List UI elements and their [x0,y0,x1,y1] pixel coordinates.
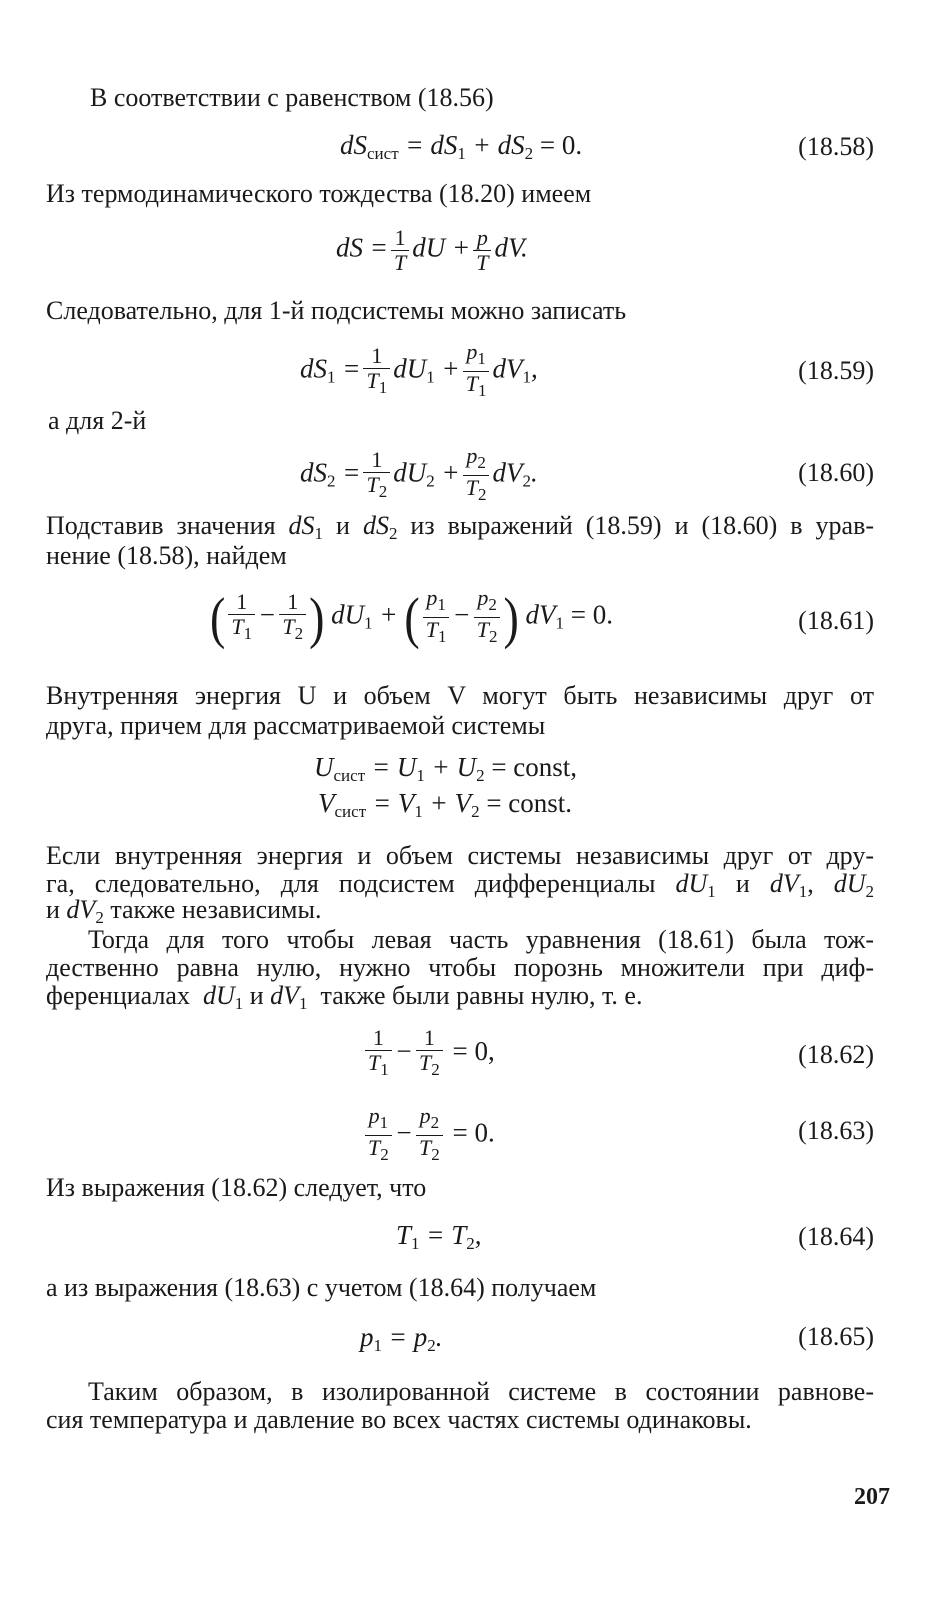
equation-number: (18.61) [798,606,874,635]
text-line: В соответствии с равенством (18.56) [90,83,494,112]
equation-v-sist: $V_{сист} = V_1 + V_2$ = const. [318,788,573,821]
equation-u-sist: $U_{сист} = U_1 + U_2$ = const, [314,752,578,785]
subscript-sist: сист [367,144,399,163]
text-line: Если внутренняя энергия и объем системы независимы друг от дру- [46,841,874,870]
equation-18-58: $dS_{сист} = dS_1 + dS_2 = 0$. [340,130,583,163]
text-line: Внутренняя энергия U и объем V могут быть независимы друг от [46,681,874,710]
text-line: дественно равна нулю, нужно чтобы порознь множители при диф- [46,953,874,982]
text-line: ференциалах $dU_1$ и $dV_1$ также были равны нулю, т. е. [46,981,643,1013]
equation-18-59: $dS_1$ = $\frac{1}{T_1}$ $dU_1$ + $\frac{p_1}{T_1}$ $dV_1$, [300,339,538,400]
text-line: Из термодинамического тождества (18.20) имеем [46,179,592,208]
text-line: и $dV_2$ также независимы. [46,895,322,927]
equation-18-61: ( $\frac{1}{T_1}$ − $\frac{1}{T_2}$ ) $dU_1$ + ( $\frac{p_1}{T_1}$ − $\frac{p_2}{T_2}$ ) $dV_1 = 0$. [210,585,613,650]
text-line: а для 2-й [48,406,147,435]
equation-number: (18.59) [798,356,874,385]
text-line: Следовательно, для 1-й подсистемы можно записать [46,296,627,325]
text-line: Тогда для того чтобы левая часть уравнения (18.61) была тож- [88,925,874,954]
equation-18-64: $T_1 = T_2$, [396,1220,482,1253]
equation-number: (18.65) [798,1322,874,1351]
text-line: Таким образом, в изолированной системе в состоянии равнове- [88,1377,874,1406]
equation-18-60: $dS_2$ = $\frac{1}{T_2}$ $dU_2$ + $\frac{p_2}{T_2}$ $dV_2$. [300,443,538,504]
equation-number: (18.62) [798,1040,874,1069]
page-number: 207 [854,1484,890,1510]
text-line: друга, причем для рассматриваемой системы [46,711,546,740]
equation-18-65: $p_1 = p_2$. [360,1322,443,1355]
text-line: Из выражения (18.62) следует, что [46,1173,427,1202]
text-line: Подставив значения $dS_1$ и $dS_2$ из выражений (18.59) и (18.60) в урав- [46,511,874,543]
equation-tozhdestvo: dS = $\frac{1}{T}$ dU + $\frac{p}{T}$ dV. [336,225,528,275]
equation-18-62: $\frac{1}{T_1}$ − $\frac{1}{T_2}$ = 0, [362,1026,495,1082]
equation-number: (18.63) [798,1116,874,1145]
equation-number: (18.60) [798,458,874,487]
equation-number: (18.58) [798,132,874,161]
text-line: га, следовательно, для подсистем дифференциалы $dU_1$ и $dV_1$, $dU_2$ [46,869,875,901]
text-line: а из выражения (18.63) с учетом (18.64) получаем [46,1273,597,1302]
text-line: нение (18.58), найдем [46,541,287,570]
text-line: сия температура и давление во всех частях системы одинаковы. [46,1405,752,1434]
equation-18-63: $\frac{p_1}{T_2}$ − $\frac{p_2}{T_2}$ = 0. [362,1104,495,1167]
equation-number: (18.64) [798,1222,874,1251]
